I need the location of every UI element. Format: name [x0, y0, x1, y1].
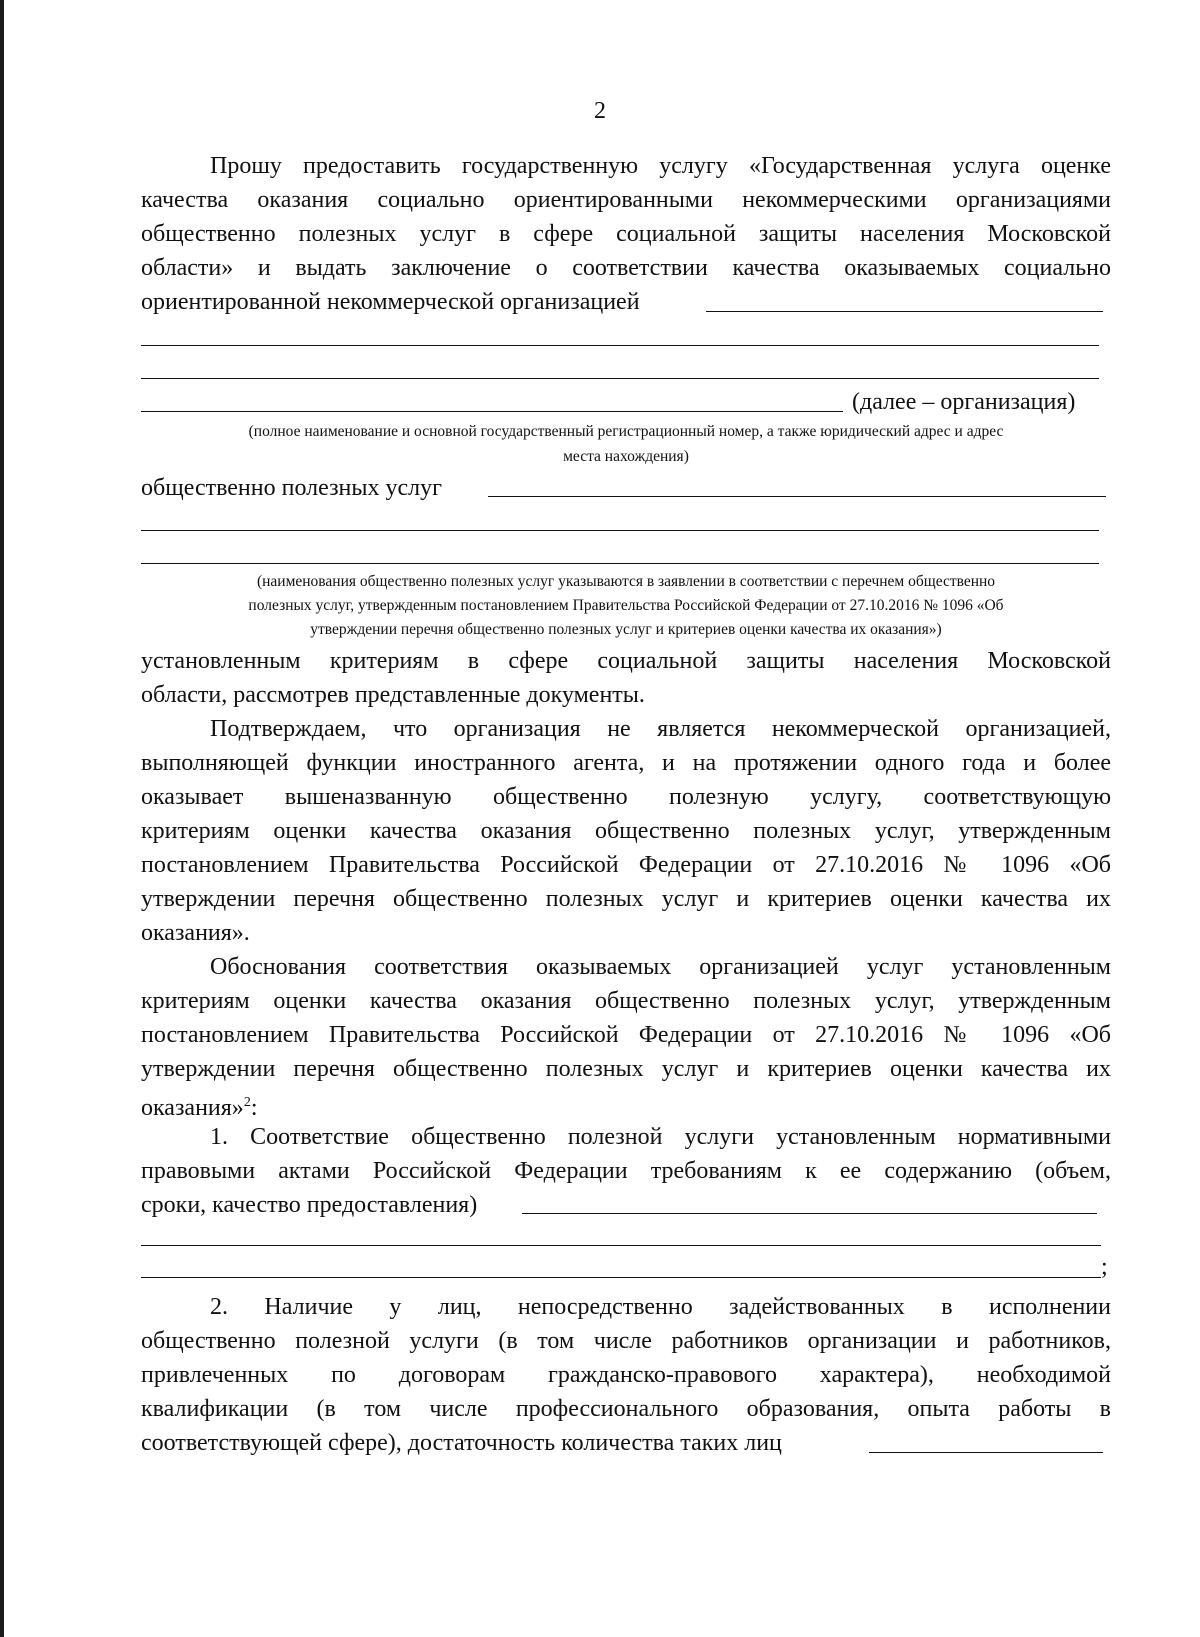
org-name-blank-1[interactable]	[706, 311, 1103, 312]
request-line-1: Прошу предоставить государственную услугу «Государственная услуга оценке	[210, 153, 1111, 179]
org-suffix: (далее – организация)	[852, 389, 1076, 415]
item2-line-4: квалификации (в том числе профессионального образования, опыта работы в	[141, 1396, 1111, 1422]
confirm-line-7: оказания».	[141, 920, 250, 946]
confirm-line-3: оказывает вышеназванную общественно полезную услугу, соответствующую	[141, 784, 1111, 810]
item1-blank-1[interactable]	[522, 1213, 1097, 1214]
item1-line-3: сроки, качество предоставления)	[141, 1192, 478, 1218]
confirm-line-2: выполняющей функции иностранного агента, и на протяжении одного года и более	[141, 750, 1111, 776]
basis-line-4: утверждении перечня общественно полезных услуг и критериев оценки качества их	[141, 1056, 1111, 1082]
basis-line-1: Обоснования соответствия оказываемых организацией услуг установленным	[210, 954, 1111, 980]
confirm-line-1: Подтверждаем, что организация не является некоммерческой организацией,	[210, 716, 1111, 742]
item2-line-5: соответствующей сфере), достаточность количества таких лиц	[141, 1430, 782, 1456]
confirm-line-6: утверждении перечня общественно полезных услуг и критериев оценки качества их	[141, 886, 1111, 912]
item2-line-3: привлеченных по договорам гражданско-правового характера), необходимой	[141, 1362, 1111, 1388]
services-blank-3[interactable]	[141, 563, 1099, 564]
services-caption-3: утверждении перечня общественно полезных услуг и критериев оценки качества их оказания»)	[310, 621, 942, 638]
services-blank-1[interactable]	[488, 496, 1106, 497]
item1-blank-3[interactable]	[141, 1277, 1101, 1278]
item2-line-1: 2. Наличие у лиц, непосредственно задействованных в исполнении	[210, 1294, 1111, 1320]
request-line-2: качества оказания социально ориентированными некоммерческими организациями	[141, 187, 1111, 213]
scan-edge	[0, 0, 4, 1637]
basis-line-5	[141, 1088, 1111, 1123]
confirm-line-5: постановлением Правительства Российской Федерации от 27.10.2016 № 1096 «Об	[141, 852, 1111, 878]
criteria-line-1: установленным критериям в сфере социальной защиты населения Московской	[141, 648, 1111, 674]
org-caption-1: (полное наименование и основной государственный регистрационный номер, а также юридический адрес и адрес	[248, 423, 1004, 440]
org-name-blank-3[interactable]	[141, 378, 1099, 379]
request-line-3: общественно полезных услуг в сфере социальной защиты населения Московской	[141, 221, 1111, 247]
basis-colon: :	[250, 1095, 258, 1121]
services-label: общественно полезных услуг	[141, 475, 442, 501]
confirm-line-4: критериям оценки качества оказания общественно полезных услуг, утвержденным	[141, 818, 1111, 844]
org-caption-2: места нахождения)	[563, 448, 689, 465]
org-name-blank-4[interactable]	[141, 411, 843, 412]
item1-line-2: правовыми актами Российской Федерации требованиям к ее содержанию (объем,	[141, 1158, 1111, 1184]
services-blank-2[interactable]	[141, 530, 1099, 531]
item1-blank-2[interactable]	[141, 1245, 1101, 1246]
services-caption-2: полезных услуг, утвержденным постановлением Правительства Российской Федерации от 27.10.2016 № 1096 «Об	[248, 597, 1004, 614]
criteria-line-2: области, рассмотрев представленные документы.	[141, 682, 645, 708]
services-caption-1: (наименования общественно полезных услуг указываются в заявлении в соответствии с перечнем общественно	[256, 573, 996, 590]
org-name-blank-2[interactable]	[141, 345, 1099, 346]
basis-line-3: постановлением Правительства Российской Федерации от 27.10.2016 № 1096 «Об	[141, 1022, 1111, 1048]
page-number: 2	[594, 98, 606, 124]
item2-blank[interactable]	[869, 1452, 1103, 1453]
item2-line-2: общественно полезной услуги (в том числе работников организации и работников,	[141, 1328, 1111, 1354]
footnote-mark: 2	[243, 1095, 251, 1110]
item1-semicolon: ;	[1101, 1254, 1108, 1280]
request-line-5: ориентированной некоммерческой организацией	[141, 289, 640, 315]
request-line-4: области» и выдать заключение о соответствии качества оказываемых социально	[141, 255, 1111, 281]
item1-line-1: 1. Соответствие общественно полезной услуги установленным нормативными	[210, 1124, 1111, 1150]
basis-line-5-text: оказания»	[141, 1095, 244, 1121]
basis-line-2: критериям оценки качества оказания общественно полезных услуг, утвержденным	[141, 988, 1111, 1014]
